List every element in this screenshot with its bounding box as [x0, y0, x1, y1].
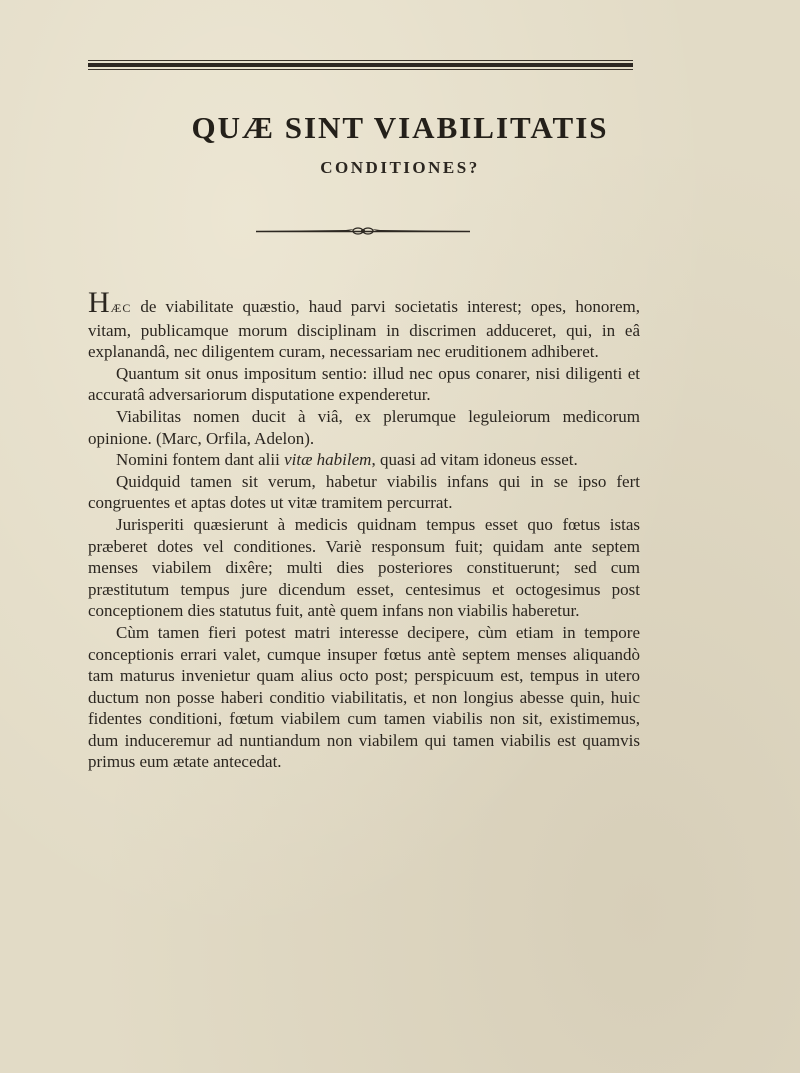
paragraph-4-text-b: , quasi ad vitam idoneus esset.	[371, 450, 578, 470]
paragraph-2: Quantum sit onus impositum sentio: illud nec opus conarer, nisi diligenti et accuratâ adversariorum disputatione expenderetur.	[88, 363, 640, 405]
page-title: QUÆ SINT VIABILITATIS	[191, 110, 609, 145]
paragraph-6: Jurisperiti quæsierunt à medicis quidnam tempus esset quo fœtus istas præberet dotes vel conditiones. Variè responsum fuit; quidam ante septem menses viabilem dixêre; multi dies posteriores constituerunt; sed cum præstitutum tempus jure dicendum esset, centesimus et octogesimus post conceptionem dies statutus fuit, antè quem infans non viabilis haberetur.	[88, 514, 640, 621]
paragraph-7: Cùm tamen fieri potest matri interesse decipere, cùm etiam in tempore conceptionis errari valet, cumque insuper fœtus antè septem menses aliquandò tam maturus invenietur quam alius octo post; perspicuum est, tempus in utero ductum non posse haberi conditio viabilitatis, et non longius abesse quin, huic fidentes conditioni, fœtum viabilem cum tamen viabilis non sit, existimemus, dum induceremur ad nuntiandum non viabilem qui tamen viabilis est quamvis primus eum ætate antecedat.	[88, 622, 640, 772]
paragraph-1	[88, 286, 640, 363]
paragraph-3: Viabilitas nomen ducit à viâ, ex plerumque leguleiorum medicorum opinione. (Marc, Orfila, Adelon).	[88, 406, 640, 448]
paragraph-5: Quidquid tamen sit verum, habetur viabilis infans qui in se ipso fert congruentes et aptas dotes ut vitæ tramitem percurrat.	[88, 471, 640, 513]
body-text	[88, 286, 640, 773]
small-caps: ÆC	[110, 301, 132, 315]
top-rule-ornament	[88, 60, 633, 70]
paragraph-1-text: de viabilitate quæstio, haud parvi societatis interest; opes, honorem, vitam, publicamque morum disciplinam in discrimen adduceret, qui, in eâ explanandâ, nec diligentem curam, necessariam nec eruditionem adhiberet.	[88, 297, 640, 362]
paragraph-4-text-a: Nomini fontem dant alii	[116, 450, 285, 470]
paragraph-4-italic: vitæ habilem	[284, 450, 372, 470]
paragraph-4	[88, 449, 640, 471]
page-subtitle: CONDITIONES?	[320, 158, 480, 177]
drop-cap: H	[88, 286, 110, 319]
scroll-divider-icon	[254, 224, 472, 238]
